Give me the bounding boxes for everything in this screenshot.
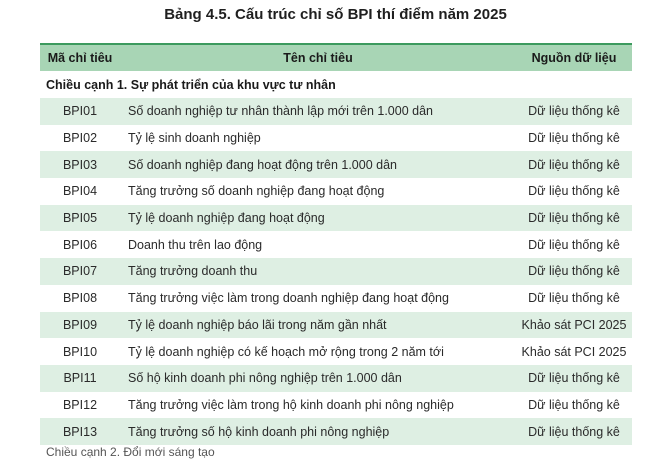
table-row — [40, 151, 632, 178]
section-row — [40, 71, 632, 98]
row-name: Tỷ lệ sinh doanh nghiệp — [128, 131, 261, 146]
row-name: Tăng trưởng việc làm trong doanh nghiệp đang hoạt động — [128, 291, 449, 306]
row-source: Dữ liệu thống kê — [516, 418, 632, 445]
table-row — [40, 285, 632, 312]
row-name: Doanh thu trên lao động — [128, 237, 263, 252]
row-source: Dữ liệu thống kê — [516, 98, 632, 125]
next-section-title-cut: Chiều cạnh 2. Đổi mới sáng tạo — [46, 445, 215, 459]
section-title: Chiều cạnh 1. Sự phát triển của khu vực tư nhân — [46, 77, 336, 92]
table-row — [40, 231, 632, 258]
row-name: Số doanh nghiệp tư nhân thành lập mới trên 1.000 dân — [120, 98, 516, 125]
table-caption: Bảng 4.5. Cấu trúc chỉ số BPI thí điểm năm 2025 — [164, 6, 507, 23]
row-name: Tăng trưởng số hộ kinh doanh phi nông nghiệp — [120, 418, 516, 445]
row-code: BPI06 — [62, 237, 98, 252]
row-code: BPI13 — [40, 418, 120, 445]
bpi-structure-table — [40, 43, 632, 445]
table-row — [40, 178, 632, 205]
table-row — [40, 392, 632, 419]
table-row — [40, 312, 632, 339]
row-code: BPI01 — [40, 98, 120, 125]
row-source: Dữ liệu thống kê — [528, 237, 620, 252]
row-code: BPI08 — [62, 291, 98, 306]
row-source: Dữ liệu thống kê — [528, 184, 620, 199]
row-name: Tăng trưởng số doanh nghiệp đang hoạt động — [128, 184, 385, 199]
table-row — [40, 98, 632, 125]
row-name: Số doanh nghiệp đang hoạt động trên 1.000 dân — [120, 151, 516, 178]
table-row — [40, 365, 632, 392]
row-code: BPI07 — [40, 258, 120, 285]
row-name: Tỷ lệ doanh nghiệp có kế hoạch mở rộng trong 2 năm tới — [128, 344, 444, 359]
row-code: BPI02 — [62, 131, 98, 146]
row-code: BPI05 — [40, 205, 120, 232]
row-name: Số hộ kinh doanh phi nông nghiệp trên 1.000 dân — [120, 365, 516, 392]
table-row — [40, 258, 632, 285]
row-source: Khảo sát PCI 2025 — [521, 344, 627, 359]
row-source: Khảo sát PCI 2025 — [516, 312, 632, 339]
row-source: Dữ liệu thống kê — [528, 291, 620, 306]
header-code: Mã chỉ tiêu — [40, 44, 120, 71]
row-source: Dữ liệu thống kê — [516, 365, 632, 392]
table-row — [40, 418, 632, 445]
row-code: BPI11 — [40, 365, 120, 392]
row-source: Dữ liệu thống kê — [516, 151, 632, 178]
row-code: BPI09 — [40, 312, 120, 339]
row-source: Dữ liệu thống kê — [516, 258, 632, 285]
row-code: BPI04 — [62, 184, 98, 199]
row-name: Tăng trưởng doanh thu — [120, 258, 516, 285]
row-code: BPI12 — [62, 397, 98, 412]
row-source: Dữ liệu thống kê — [528, 131, 620, 146]
row-name: Tỷ lệ doanh nghiệp đang hoạt động — [120, 205, 516, 232]
table-header-row — [40, 44, 632, 71]
header-source: Nguồn dữ liệu — [516, 44, 632, 71]
table-row — [40, 205, 632, 232]
header-name: Tên chỉ tiêu — [120, 44, 516, 71]
row-source: Dữ liệu thống kê — [516, 205, 632, 232]
row-source: Dữ liệu thống kê — [528, 397, 620, 412]
row-code: BPI10 — [62, 344, 98, 359]
row-name: Tăng trưởng việc làm trong hộ kinh doanh phi nông nghiệp — [128, 397, 454, 412]
row-code: BPI03 — [40, 151, 120, 178]
table-row — [40, 125, 632, 152]
row-name: Tỷ lệ doanh nghiệp báo lãi trong năm gần nhất — [120, 312, 516, 339]
table-row — [40, 338, 632, 365]
